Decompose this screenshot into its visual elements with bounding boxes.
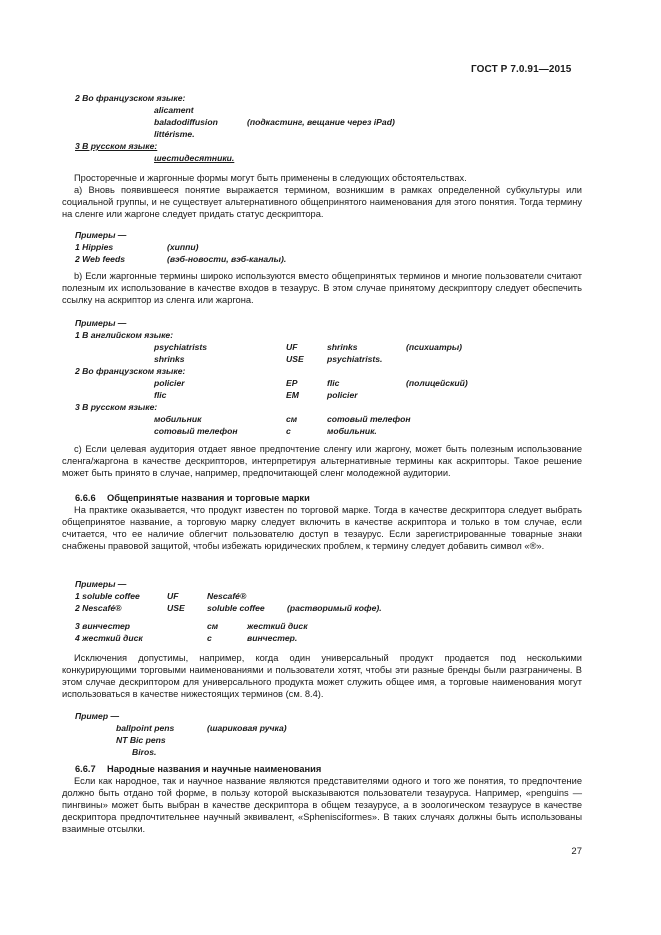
relation-code: UF bbox=[286, 342, 298, 352]
ru-label: 3 В русском языке: bbox=[75, 402, 158, 412]
examples-title: Примеры — bbox=[75, 230, 127, 240]
thesaurus-term: policier bbox=[327, 390, 358, 400]
ru-term: шестидесятники. bbox=[154, 153, 235, 163]
relation-code: UF bbox=[167, 591, 179, 601]
examples-title: Примеры — bbox=[75, 579, 127, 589]
paragraph-a: а) Вновь появившееся понятие выражается термином, возникшим в рамках определенной субкультуры или социальной группы, и не существует альтернативного общепринятого наименования для этого понятия. Тогда термину на сленге или жаргоне следует придать статус дескриптора. bbox=[62, 185, 582, 220]
example-term: Biros. bbox=[132, 747, 157, 757]
relation-code: USE bbox=[167, 603, 185, 613]
example-term: 1 Hippies bbox=[75, 242, 114, 252]
paragraph-6-6-6: На практике оказывается, что продукт известен по торговой марке. Тогда в качестве дескриптора следует выбрать общепринятое название, а торговую марку следует включить в качестве аскриптора и только в том случае, если считается, что ее наличие облегчит пользователю доступ в тезаурус. Если зарегистрированные товарные знаки снабжены правовой защитой, чтобы избежать юридических проблем, к термину следует добавить символ «®». bbox=[62, 505, 582, 552]
paragraph-6-6-7: Если как народное, так и научное название являются представителями одного и того же понятия, то предпочтение должно быть отдано той форме, в пользу которой высказываются пользователи тезауруса. Например, «penguins — пингвины» может быть выбран в качестве дескриптора в общем тезаурусе, а в зоологическом тезаурусе в качестве дескриптора предпочтительнее научный эквивалент, «Spheniscіformes». В таких случаях должны быть использованы взаимные отсылки. bbox=[62, 776, 582, 835]
term-note: (психиатры) bbox=[406, 342, 463, 352]
thesaurus-term: сотовый телефон bbox=[154, 426, 238, 436]
example-term: ballpoint pens bbox=[116, 723, 175, 733]
fr-label: 2 Во французском языке: bbox=[75, 366, 186, 376]
example-term: винчестер. bbox=[247, 633, 298, 643]
example-term: NT Bic pens bbox=[116, 735, 166, 745]
relation-code: см bbox=[286, 414, 298, 424]
section-title: Общепринятые названия и торговые марки bbox=[107, 493, 310, 503]
fr-term: littérisme. bbox=[154, 129, 195, 139]
example-term: 1 soluble coffee bbox=[75, 591, 140, 601]
example-term: жесткий диск bbox=[247, 621, 308, 631]
example-term: 2 Web feeds bbox=[75, 254, 125, 264]
thesaurus-term: flic bbox=[327, 378, 340, 388]
document-header: ГОСТ Р 7.0.91—2015 bbox=[471, 64, 572, 75]
thesaurus-term: psychiatrists bbox=[154, 342, 208, 352]
example-term: 4 жесткий диск bbox=[75, 633, 143, 643]
fr-label: 2 Во французском языке: bbox=[75, 93, 186, 103]
paragraph-b: b) Если жаргонные термины широко используются вместо общепринятых терминов и многие пользователи считают полезным их использование в качестве входов в тезаурус. В этом случае принятому дескриптору следует обеспечить ссылку на аскриптор из сленга или жаргона. bbox=[62, 271, 582, 306]
paragraph-exceptions: Исключения допустимы, например, когда один универсальный продукт продается под несколькими конкурирующими торговыми наименованиями и пользователи хотят, чтобы эти разные бренды были разграничены. В этом случае дескриптором для универсального продукта может служить общее имя, а торговые наименования могут использоваться в качестве нижестоящих терминов (см. 8.4). bbox=[62, 653, 582, 700]
example-term: soluble coffee bbox=[207, 603, 265, 613]
page-number: 27 bbox=[571, 846, 582, 857]
section-number: 6.6.6 bbox=[75, 493, 96, 503]
thesaurus-term: сотовый телефон bbox=[327, 414, 411, 424]
example-note: (шариковая ручка) bbox=[207, 723, 287, 733]
fr-term: baladodiffusion bbox=[154, 117, 218, 127]
relation-code: USE bbox=[286, 354, 304, 364]
thesaurus-term: shrinks bbox=[327, 342, 358, 352]
examples-title: Примеры — bbox=[75, 318, 127, 328]
example-title: Пример — bbox=[75, 711, 120, 721]
example-note: (вэб-новости, вэб-каналы). bbox=[167, 254, 287, 264]
relation-code: см bbox=[207, 621, 219, 631]
paragraph-c: с) Если целевая аудитория отдает явное предпочтение сленгу или жаргону, может быть полезным использование сленга/жаргона в качестве дескрипторов, интерпретируя альтернативные термины как аскрипторы. Такое решение может быть принято в случае, например, предпочитающей сленг молодежной аудитории. bbox=[62, 444, 582, 479]
relation-code: с bbox=[286, 426, 291, 436]
thesaurus-term: shrinks bbox=[154, 354, 185, 364]
ru-label: 3 В русском языке: bbox=[75, 141, 158, 151]
paragraph-slang-intro: Просторечные и жаргонные формы могут быть применены в следующих обстоятельствах. bbox=[74, 173, 467, 183]
thesaurus-term: мобильник bbox=[154, 414, 202, 424]
thesaurus-term: мобильник. bbox=[327, 426, 377, 436]
thesaurus-term: flic bbox=[154, 390, 167, 400]
relation-code: с bbox=[207, 633, 212, 643]
en-label: 1 В английском языке: bbox=[75, 330, 174, 340]
fr-term: alicament bbox=[154, 105, 194, 115]
example-term: Nescafé® bbox=[207, 591, 247, 601]
term-note: (полицейский) bbox=[406, 378, 468, 388]
section-title: Народные названия и научные наименования bbox=[107, 764, 322, 774]
section-number: 6.6.7 bbox=[75, 764, 96, 774]
thesaurus-term: psychiatrists. bbox=[327, 354, 383, 364]
example-note: (хиппи) bbox=[167, 242, 199, 252]
relation-code: EM bbox=[286, 390, 299, 400]
example-term: 2 Nescafé® bbox=[75, 603, 122, 613]
example-term: 3 винчестер bbox=[75, 621, 131, 631]
example-note: (растворимый кофе). bbox=[287, 603, 382, 613]
relation-code: EP bbox=[286, 378, 298, 388]
thesaurus-term: policier bbox=[154, 378, 185, 388]
fr-term-note: (подкастинг, вещание через iPad) bbox=[247, 117, 395, 127]
